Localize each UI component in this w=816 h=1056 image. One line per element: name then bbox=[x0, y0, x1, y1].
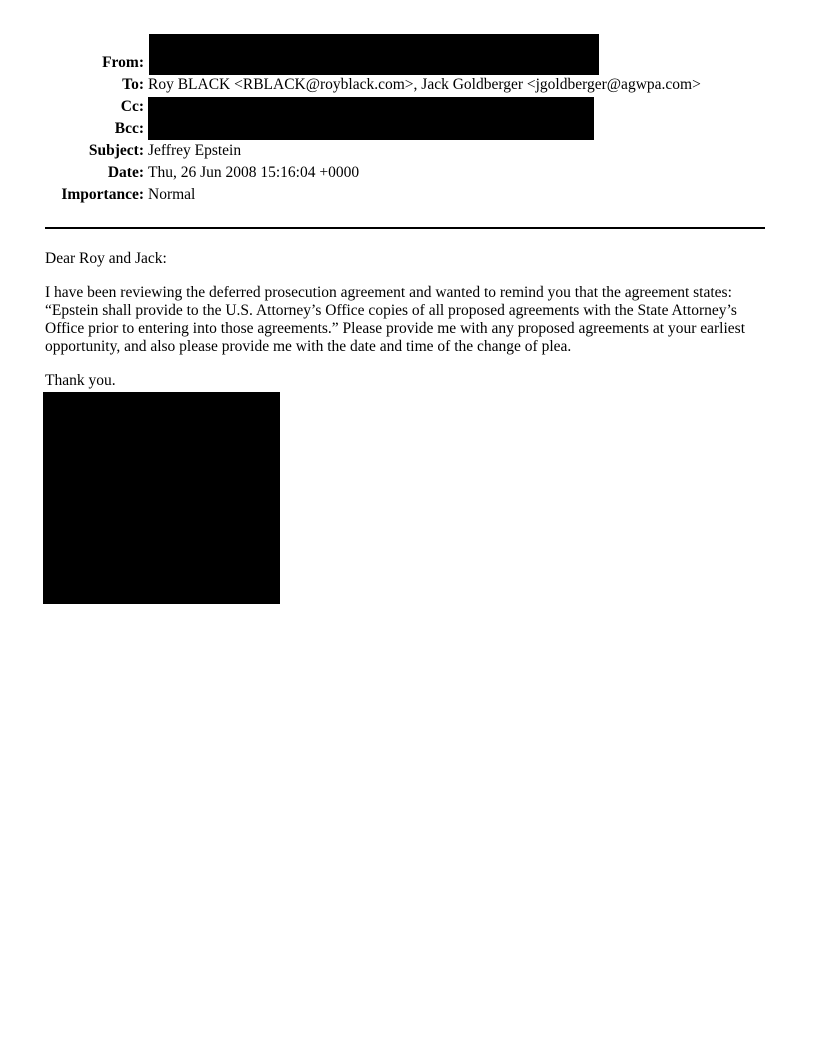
importance-label: Importance: bbox=[61, 186, 144, 203]
cc-bcc-redaction bbox=[148, 97, 594, 140]
email-body bbox=[45, 250, 770, 390]
from-label: From: bbox=[102, 54, 144, 71]
cc-label: Cc: bbox=[120, 98, 144, 115]
date-label: Date: bbox=[107, 164, 144, 181]
to-label: To: bbox=[122, 76, 144, 93]
closing: Thank you. bbox=[45, 372, 116, 389]
from-redaction bbox=[149, 34, 599, 75]
importance-value: Normal bbox=[148, 186, 196, 203]
bcc-label: Bcc: bbox=[114, 120, 144, 137]
greeting: Dear Roy and Jack: bbox=[45, 250, 167, 267]
signature-redaction bbox=[43, 392, 280, 604]
date-value: Thu, 26 Jun 2008 15:16:04 +0000 bbox=[148, 164, 360, 181]
subject-label: Subject: bbox=[88, 142, 144, 159]
subject-value: Jeffrey Epstein bbox=[148, 142, 242, 159]
body-paragraph: I have been reviewing the deferred prosecution agreement and wanted to remind you that the agreement states: “Epstein shall provide to the U.S. Attorney’s Office copies of all proposed agreements with the State Attorney’s Office prior to entering into those agreements.” Please provide me with any proposed agreements at your earliest opportunity, and also please provide me with the date and time of the change of plea. bbox=[45, 284, 745, 355]
to-value: Roy BLACK <RBLACK@royblack.com>, Jack Goldberger <jgoldberger@agwpa.com> bbox=[148, 76, 701, 93]
header-divider bbox=[45, 227, 765, 229]
